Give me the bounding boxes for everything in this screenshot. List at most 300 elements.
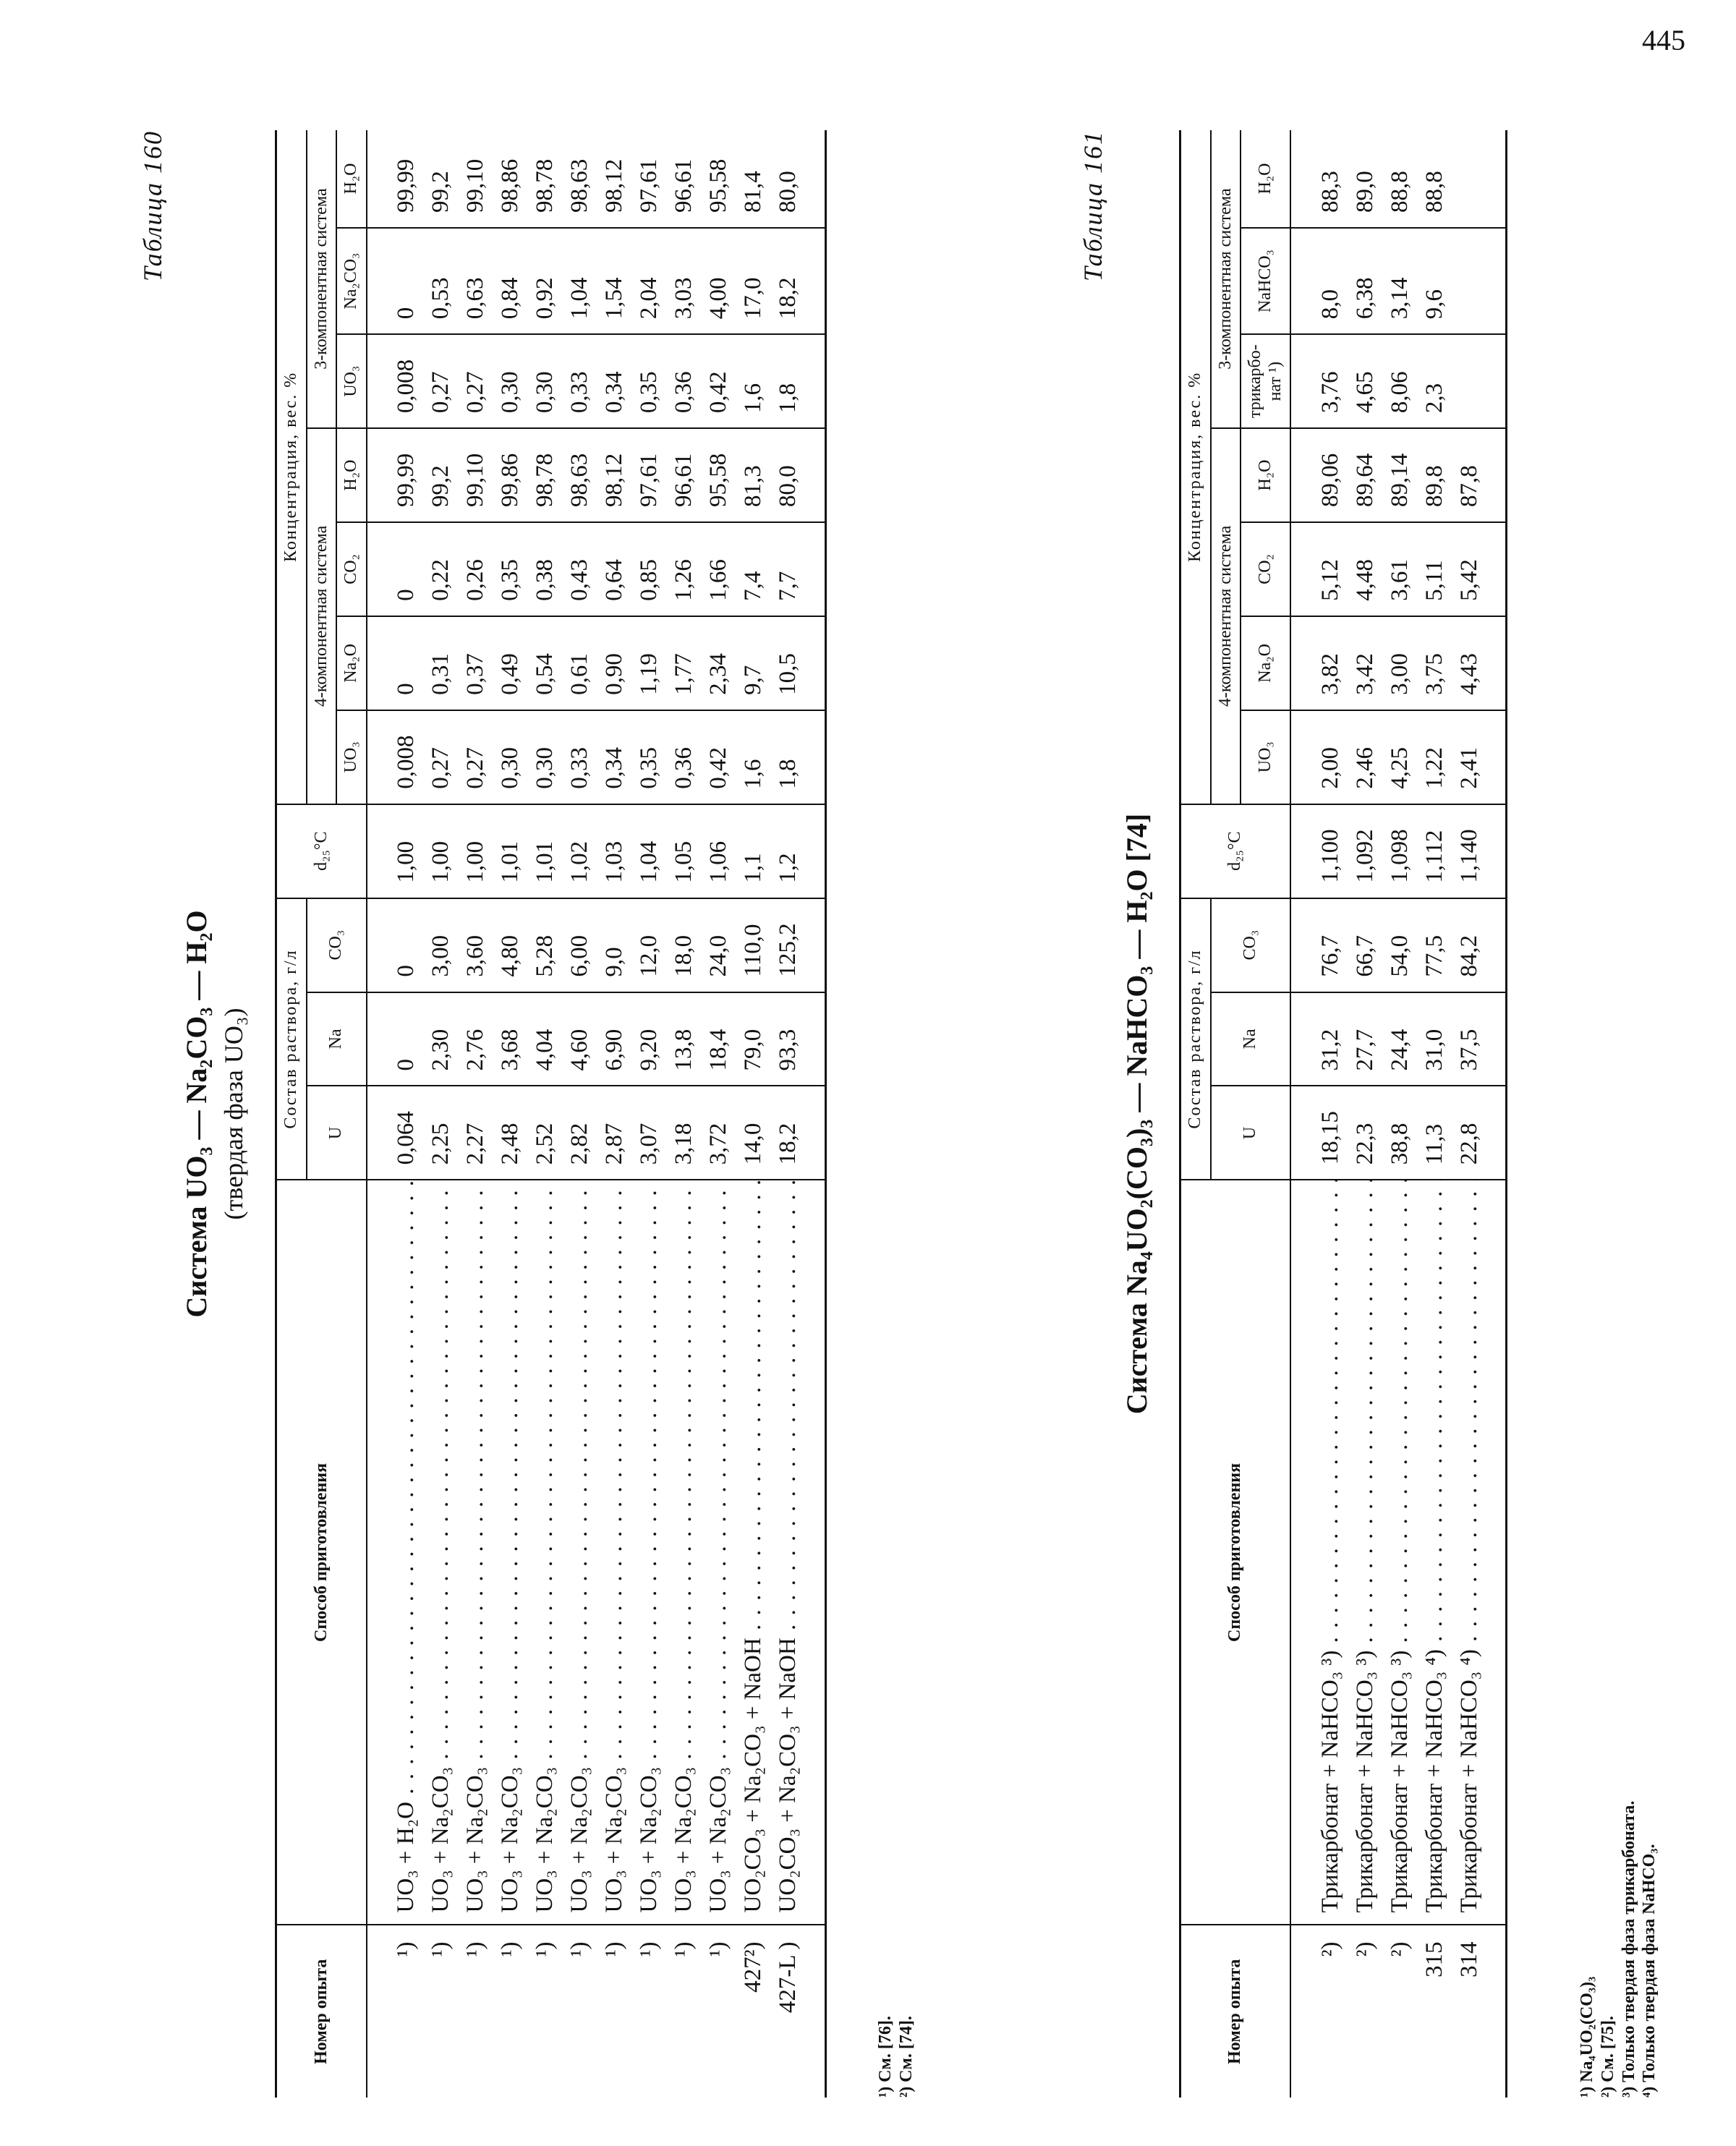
header-three-component: 3-компонентная система — [1211, 130, 1241, 428]
cell-co3: 4,80 — [493, 898, 528, 992]
cell-f-uo3: 0,36 — [667, 710, 702, 804]
spacer-cell — [1486, 992, 1507, 1086]
cell-method: UO₃ + Na₂CO₃ . . . — [528, 1180, 563, 1925]
header-four-uo3: UO₃ — [1241, 710, 1290, 804]
cell-method: UO₃ + H₂O . . . — [389, 1180, 424, 1925]
cell-t-tri — [1452, 334, 1486, 428]
cell-t-na2co3: 4,00 — [702, 228, 736, 334]
cell-f-co2: 5,11 — [1417, 522, 1452, 616]
cell-t-uo3: 0,30 — [528, 334, 563, 428]
cell-na: 27,7 — [1348, 992, 1382, 1086]
cell-d: 1,02 — [563, 804, 597, 898]
cell-u: 22,8 — [1452, 1086, 1486, 1180]
header-four-component: 4-компонентная система — [307, 428, 337, 804]
cell-f-h2o: 80,0 — [771, 428, 806, 522]
spacer-cell — [1486, 228, 1507, 334]
cell-f-na2o: 3,75 — [1417, 616, 1452, 710]
cell-t-uo3: 0,008 — [389, 334, 424, 428]
spacer-cell — [806, 522, 826, 616]
cell-f-co2: 0,43 — [563, 522, 597, 616]
cell-na: 79,0 — [736, 992, 771, 1086]
spacer-cell — [1290, 804, 1313, 898]
cell-t-h2o: 99,99 — [389, 130, 424, 228]
header-density: d₂₅°C — [276, 804, 367, 898]
cell-t-uo3: 1,6 — [736, 334, 771, 428]
cell-num: 427-L ) — [775, 1941, 801, 2014]
spacer-cell — [1290, 616, 1313, 710]
cell-t-tri: 4,65 — [1348, 334, 1382, 428]
cell-t-h2o — [1452, 130, 1486, 228]
cell-t-uo3: 0,30 — [493, 334, 528, 428]
spacer-cell — [806, 1086, 826, 1180]
table-row — [1348, 130, 1382, 2098]
cell-t-h2o: 99,2 — [424, 130, 459, 228]
cell-num: ¹) — [671, 1941, 697, 1957]
spacer-cell — [367, 898, 389, 992]
spacer-cell — [1290, 522, 1313, 616]
spacer-row — [1486, 130, 1507, 2098]
spacer-cell — [367, 804, 389, 898]
table-row — [424, 130, 459, 2098]
header-four-co2: CO₂ — [1241, 522, 1290, 616]
cell-t-nahco3: 8,0 — [1313, 228, 1348, 334]
cell-f-na2o: 9,7 — [736, 616, 771, 710]
header-four-h2o: H₂O — [1241, 428, 1290, 522]
cell-f-na2o: 2,34 — [702, 616, 736, 710]
cell-num: ²) — [1316, 1941, 1343, 1957]
cell-u: 3,18 — [667, 1086, 702, 1180]
cell-t-h2o: 98,86 — [493, 130, 528, 228]
cell-f-na2o: 1,19 — [632, 616, 667, 710]
header-na: Na — [307, 992, 367, 1086]
cell-f-uo3: 0,42 — [702, 710, 736, 804]
cell-method: Трикарбонат + NaHCO₃ ³) . . . — [1348, 1180, 1382, 1925]
spacer-cell — [367, 710, 389, 804]
footnote: ²) См. [75]. — [1598, 2016, 1617, 2098]
spacer-row — [1290, 130, 1313, 2098]
header-co3: CO₃ — [307, 898, 367, 992]
cell-d: 1,06 — [702, 804, 736, 898]
spacer-cell — [806, 1180, 826, 1925]
spacer-cell — [1486, 1086, 1507, 1180]
spacer-cell — [1290, 710, 1313, 804]
cell-t-na2co3: 17,0 — [736, 228, 771, 334]
cell-d: 1,112 — [1417, 804, 1452, 898]
spacer-cell — [1486, 616, 1507, 710]
cell-f-na2o: 3,42 — [1348, 616, 1382, 710]
header-three-uo3: UO₃ — [336, 334, 367, 428]
spacer-cell — [806, 992, 826, 1086]
cell-f-h2o: 97,61 — [632, 428, 667, 522]
cell-na: 3,68 — [493, 992, 528, 1086]
cell-na: 31,2 — [1313, 992, 1348, 1086]
spacer-cell — [1290, 228, 1313, 334]
cell-f-uo3: 0,33 — [563, 710, 597, 804]
cell-u: 3,72 — [702, 1086, 736, 1180]
cell-f-na2o: 0,90 — [597, 616, 632, 710]
spacer-cell — [806, 428, 826, 522]
cell-na: 9,20 — [632, 992, 667, 1086]
header-four-co2: CO₂ — [336, 522, 367, 616]
cell-f-na2o: 10,5 — [771, 616, 806, 710]
cell-d: 1,05 — [667, 804, 702, 898]
cell-method: UO₃ + Na₂CO₃ . . . — [493, 1180, 528, 1925]
cell-f-uo3: 0,27 — [424, 710, 459, 804]
cell-u: 18,2 — [771, 1086, 806, 1180]
footnote: ¹) См. [76]. — [876, 2016, 895, 2098]
header-three-tricarbonate: трикарбо-нат ¹) — [1241, 334, 1290, 428]
cell-num: ¹) — [566, 1941, 593, 1957]
cell-f-h2o: 89,06 — [1313, 428, 1348, 522]
cell-f-na2o: 0,54 — [528, 616, 563, 710]
cell-f-co2: 0,35 — [493, 522, 528, 616]
table-row — [702, 130, 736, 2098]
cell-f-na2o: 0,61 — [563, 616, 597, 710]
spacer-cell — [1486, 130, 1507, 228]
cell-d: 1,140 — [1452, 804, 1486, 898]
cell-method: UO₃ + Na₂CO₃ . . . — [459, 1180, 493, 1925]
cell-u: 2,52 — [528, 1086, 563, 1180]
cell-t-h2o: 89,0 — [1348, 130, 1382, 228]
spacer-cell — [1290, 428, 1313, 522]
table-160-footnotes — [875, 2016, 917, 2098]
cell-num: ²) — [1386, 1941, 1413, 1957]
table-row — [771, 130, 806, 2098]
cell-f-uo3: 0,30 — [493, 710, 528, 804]
cell-method: Трикарбонат + NaHCO₃ ³) . . . — [1313, 1180, 1348, 1925]
cell-t-h2o: 88,8 — [1382, 130, 1417, 228]
cell-d: 1,00 — [459, 804, 493, 898]
cell-method: Трикарбонат + NaHCO₃ ⁴) . . . — [1452, 1180, 1486, 1925]
spacer-cell — [1290, 334, 1313, 428]
spacer-cell — [1486, 898, 1507, 992]
cell-co3: 54,0 — [1382, 898, 1417, 992]
cell-num: 315 — [1421, 1941, 1447, 1977]
cell-f-uo3: 2,41 — [1452, 710, 1486, 804]
spacer-cell — [1290, 1086, 1313, 1180]
header-three-nahco3: NaHCO₃ — [1241, 228, 1290, 334]
cell-t-na2co3: 1,54 — [597, 228, 632, 334]
cell-num: ²) — [1351, 1941, 1378, 1957]
cell-f-uo3: 0,30 — [528, 710, 563, 804]
spacer-row — [806, 130, 826, 2098]
cell-f-uo3: 1,8 — [771, 710, 806, 804]
cell-na: 31,0 — [1417, 992, 1452, 1086]
cell-co3: 66,7 — [1348, 898, 1382, 992]
cell-na: 2,76 — [459, 992, 493, 1086]
cell-t-h2o: 88,8 — [1417, 130, 1452, 228]
table-row — [389, 130, 424, 2098]
cell-method: Трикарбонат + NaHCO₃ ⁴) . . . — [1417, 1180, 1452, 1925]
header-four-component: 4-компонентная система — [1211, 428, 1241, 804]
cell-f-na2o: 0,31 — [424, 616, 459, 710]
spacer-cell — [1486, 1180, 1507, 1925]
table-row — [528, 130, 563, 2098]
spacer-cell — [1486, 428, 1507, 522]
cell-t-tri: 2,3 — [1417, 334, 1452, 428]
cell-f-co2: 7,4 — [736, 522, 771, 616]
page-number: 445 — [1642, 24, 1685, 56]
cell-t-uo3: 0,27 — [424, 334, 459, 428]
cell-f-co2: 0,38 — [528, 522, 563, 616]
cell-method: UO₂CO₃ + Na₂CO₃ + NaOH . . . — [736, 1180, 771, 1925]
cell-method: UO₂CO₃ + Na₂CO₃ + NaOH . . . — [771, 1180, 806, 1925]
header-num: Номер опыта — [1180, 1925, 1291, 2098]
cell-t-h2o: 98,78 — [528, 130, 563, 228]
cell-na: 6,90 — [597, 992, 632, 1086]
spacer-cell — [806, 616, 826, 710]
header-three-na2co3: Na₂CO₃ — [336, 228, 367, 334]
footnote: ²) См. [74]. — [896, 2016, 916, 2098]
cell-f-co2: 0,22 — [424, 522, 459, 616]
cell-num: ¹) — [601, 1941, 628, 1957]
table-row — [1452, 130, 1486, 2098]
footnote: ⁴) Только твердая фаза NaHCO₃. — [1640, 1844, 1659, 2098]
cell-f-co2: 0,85 — [632, 522, 667, 616]
cell-co3: 6,00 — [563, 898, 597, 992]
cell-f-na2o: 0 — [389, 616, 424, 710]
cell-na: 24,4 — [1382, 992, 1417, 1086]
cell-t-nahco3: 3,14 — [1382, 228, 1417, 334]
cell-t-h2o: 98,63 — [563, 130, 597, 228]
cell-method: UO₃ + Na₂CO₃ . . . — [563, 1180, 597, 1925]
cell-co3: 5,28 — [528, 898, 563, 992]
cell-d: 1,092 — [1348, 804, 1382, 898]
cell-t-uo3: 1,8 — [771, 334, 806, 428]
cell-t-uo3: 0,27 — [459, 334, 493, 428]
header-four-uo3: UO₃ — [336, 710, 367, 804]
header-three-h2o: H₂O — [1241, 130, 1290, 228]
cell-na: 13,8 — [667, 992, 702, 1086]
cell-t-h2o: 95,58 — [702, 130, 736, 228]
table-160 — [275, 130, 827, 2098]
table-161-panel — [1027, 130, 1707, 2098]
table-161-body — [1290, 130, 1507, 2098]
cell-co3: 84,2 — [1452, 898, 1486, 992]
cell-u: 2,82 — [563, 1086, 597, 1180]
header-three-h2o: H₂O — [336, 130, 367, 228]
cell-t-na2co3: 3,03 — [667, 228, 702, 334]
cell-f-co2: 0,64 — [597, 522, 632, 616]
cell-f-h2o: 99,2 — [424, 428, 459, 522]
spacer-cell — [367, 130, 389, 228]
cell-d: 1,1 — [736, 804, 771, 898]
cell-method: UO₃ + Na₂CO₃ . . . — [667, 1180, 702, 1925]
header-density: d₂₅°C — [1180, 804, 1291, 898]
spacer-cell — [806, 710, 826, 804]
table-row — [1417, 130, 1452, 2098]
cell-u: 2,27 — [459, 1086, 493, 1180]
table-161-label: Таблица 161 — [1078, 130, 1107, 282]
spacer-cell — [1290, 130, 1313, 228]
cell-f-uo3: 2,46 — [1348, 710, 1382, 804]
cell-co3: 18,0 — [667, 898, 702, 992]
cell-t-nahco3: 9,6 — [1417, 228, 1452, 334]
cell-d: 1,098 — [1382, 804, 1417, 898]
spacer-cell — [367, 992, 389, 1086]
cell-num: 314 — [1455, 1941, 1482, 1977]
cell-f-h2o: 89,8 — [1417, 428, 1452, 522]
cell-na: 37,5 — [1452, 992, 1486, 1086]
table-160-title: Система UO₃ — Na₂CO₃ — H₂O — [180, 910, 213, 1318]
cell-f-h2o: 87,8 — [1452, 428, 1486, 522]
cell-co3: 9,0 — [597, 898, 632, 992]
table-row — [493, 130, 528, 2098]
table-160-body — [367, 130, 826, 2098]
cell-f-na2o: 4,43 — [1452, 616, 1486, 710]
cell-f-co2: 0 — [389, 522, 424, 616]
header-four-na2o: Na₂O — [1241, 616, 1290, 710]
spacer-cell — [367, 334, 389, 428]
table-161-title: Система Na₄UO₂(CO₃)₃ — NaHCO₃ — H₂O [74] — [1120, 813, 1153, 1415]
cell-f-uo3: 1,22 — [1417, 710, 1452, 804]
cell-method: UO₃ + Na₂CO₃ . . . — [597, 1180, 632, 1925]
cell-f-h2o: 96,61 — [667, 428, 702, 522]
table-row — [597, 130, 632, 2098]
cell-num: ¹) — [427, 1941, 454, 1957]
cell-t-h2o: 88,3 — [1313, 130, 1348, 228]
cell-method: UO₃ + Na₂CO₃ . . . — [632, 1180, 667, 1925]
spacer-cell — [1290, 992, 1313, 1086]
cell-t-na2co3: 1,04 — [563, 228, 597, 334]
cell-f-na2o: 3,82 — [1313, 616, 1348, 710]
table-160-subtitle: (твердая фаза UO₃) — [219, 1008, 248, 1220]
cell-t-na2co3: 0,63 — [459, 228, 493, 334]
cell-co3: 0 — [389, 898, 424, 992]
cell-t-h2o: 99,10 — [459, 130, 493, 228]
cell-f-na2o: 0,49 — [493, 616, 528, 710]
cell-t-h2o: 98,12 — [597, 130, 632, 228]
cell-na: 93,3 — [771, 992, 806, 1086]
spacer-cell — [367, 1086, 389, 1180]
cell-f-uo3: 4,25 — [1382, 710, 1417, 804]
table-row — [563, 130, 597, 2098]
cell-co3: 76,7 — [1313, 898, 1348, 992]
cell-d: 1,04 — [632, 804, 667, 898]
header-composition: Состав раствора, г/л — [276, 898, 307, 1180]
header-method: Способ приготовления — [276, 1180, 367, 1925]
cell-num: ¹) — [532, 1941, 558, 1957]
table-row — [667, 130, 702, 2098]
cell-u: 22,3 — [1348, 1086, 1382, 1180]
cell-t-nahco3: 6,38 — [1348, 228, 1382, 334]
cell-t-nahco3 — [1452, 228, 1486, 334]
cell-f-co2: 5,42 — [1452, 522, 1486, 616]
spacer-cell — [806, 898, 826, 992]
cell-t-uo3: 0,35 — [632, 334, 667, 428]
cell-t-uo3: 0,33 — [563, 334, 597, 428]
cell-f-co2: 1,26 — [667, 522, 702, 616]
cell-t-uo3: 0,42 — [702, 334, 736, 428]
spacer-cell — [806, 334, 826, 428]
cell-co3: 125,2 — [771, 898, 806, 992]
spacer-cell — [1290, 1925, 1313, 2098]
spacer-cell — [367, 1925, 389, 2098]
table-row — [1313, 130, 1348, 2098]
cell-f-h2o: 98,78 — [528, 428, 563, 522]
spacer-cell — [1486, 710, 1507, 804]
cell-co3: 77,5 — [1417, 898, 1452, 992]
cell-f-uo3: 0,34 — [597, 710, 632, 804]
cell-d: 1,00 — [424, 804, 459, 898]
cell-co3: 3,60 — [459, 898, 493, 992]
cell-t-tri: 8,06 — [1382, 334, 1417, 428]
cell-f-h2o: 89,14 — [1382, 428, 1417, 522]
header-num: Номер опыта — [276, 1925, 367, 2098]
cell-f-na2o: 3,00 — [1382, 616, 1417, 710]
cell-d: 1,03 — [597, 804, 632, 898]
cell-na: 2,30 — [424, 992, 459, 1086]
cell-t-na2co3: 0,84 — [493, 228, 528, 334]
cell-num: ¹) — [705, 1941, 732, 1957]
spacer-cell — [806, 130, 826, 228]
spacer-cell — [1486, 1925, 1507, 2098]
cell-na: 18,4 — [702, 992, 736, 1086]
spacer-cell — [806, 228, 826, 334]
cell-num: 427²) — [740, 1941, 767, 1993]
table-row — [1382, 130, 1417, 2098]
cell-t-tri: 3,76 — [1313, 334, 1348, 428]
cell-f-h2o: 98,63 — [563, 428, 597, 522]
header-composition: Состав раствора, г/л — [1180, 898, 1211, 1180]
cell-f-co2: 0,26 — [459, 522, 493, 616]
cell-na: 4,60 — [563, 992, 597, 1086]
footnote: ¹) Na₄UO₂(CO₃)₃ — [1578, 1976, 1596, 2098]
header-concentration: Концентрация, вес. % — [276, 130, 307, 804]
cell-t-na2co3: 2,04 — [632, 228, 667, 334]
cell-f-h2o: 98,12 — [597, 428, 632, 522]
header-concentration: Концентрация, вес. % — [1180, 130, 1211, 804]
cell-u: 2,25 — [424, 1086, 459, 1180]
cell-t-na2co3: 18,2 — [771, 228, 806, 334]
spacer-cell — [367, 1180, 389, 1925]
cell-t-h2o: 96,61 — [667, 130, 702, 228]
cell-num: ¹) — [636, 1941, 663, 1957]
cell-u: 14,0 — [736, 1086, 771, 1180]
table-row — [459, 130, 493, 2098]
cell-f-h2o: 89,64 — [1348, 428, 1382, 522]
cell-u: 11,3 — [1417, 1086, 1452, 1180]
cell-f-h2o: 99,99 — [389, 428, 424, 522]
cell-method: UO₃ + Na₂CO₃ . . . — [424, 1180, 459, 1925]
table-row — [632, 130, 667, 2098]
cell-f-uo3: 0,35 — [632, 710, 667, 804]
cell-u: 0,064 — [389, 1086, 424, 1180]
table-row — [736, 130, 771, 2098]
spacer-cell — [806, 1925, 826, 2098]
cell-d: 1,2 — [771, 804, 806, 898]
spacer-cell — [1486, 804, 1507, 898]
spacer-row — [367, 130, 389, 2098]
cell-method: Трикарбонат + NaHCO₃ ³) . . . — [1382, 1180, 1417, 1925]
header-four-na2o: Na₂O — [336, 616, 367, 710]
cell-f-na2o: 1,77 — [667, 616, 702, 710]
cell-t-na2co3: 0,92 — [528, 228, 563, 334]
cell-f-uo3: 1,6 — [736, 710, 771, 804]
table-160-panel — [87, 130, 955, 2098]
header-co3: CO₃ — [1211, 898, 1291, 992]
cell-d: 1,01 — [493, 804, 528, 898]
cell-f-na2o: 0,37 — [459, 616, 493, 710]
header-u: U — [1211, 1086, 1291, 1180]
cell-t-h2o: 80,0 — [771, 130, 806, 228]
header-method: Способ приготовления — [1180, 1180, 1291, 1925]
cell-method: UO₃ + Na₂CO₃ . . . — [702, 1180, 736, 1925]
cell-f-h2o: 99,86 — [493, 428, 528, 522]
spacer-cell — [1290, 1180, 1313, 1925]
cell-f-uo3: 0,27 — [459, 710, 493, 804]
cell-u: 38,8 — [1382, 1086, 1417, 1180]
